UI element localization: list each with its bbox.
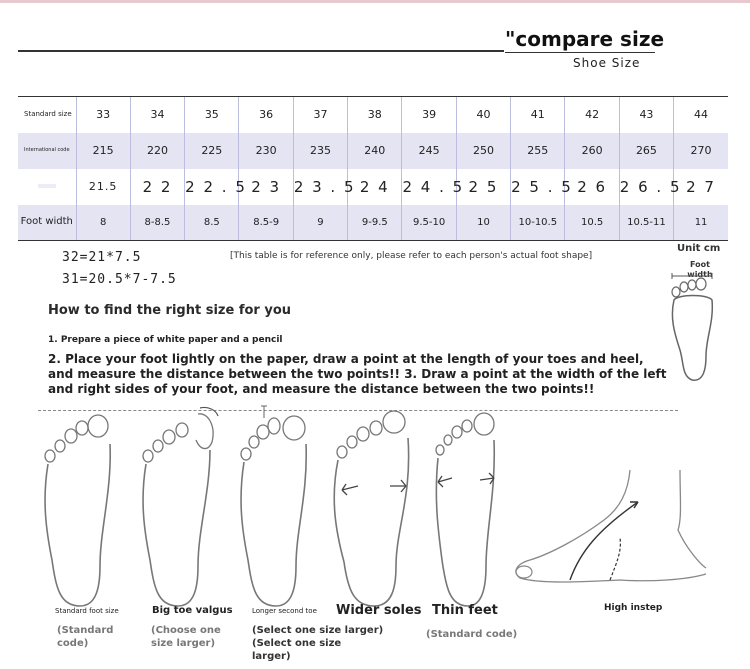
table-cell: 215 <box>76 133 130 169</box>
table-cell: 8.5-9 <box>239 205 293 241</box>
table-cell: 8 <box>76 205 130 241</box>
table-cell: 235 <box>293 133 347 169</box>
table-cell: 2 3 . 5 <box>293 169 347 205</box>
table-cell: 2 4 . 5 <box>402 169 456 205</box>
foot-type-note: (Choose one size larger) <box>151 625 221 649</box>
table-cell: 10.5 <box>565 205 619 241</box>
table-cell: 2 2 <box>130 169 184 205</box>
guide-heading: How to find the right size for you <box>48 303 292 318</box>
foot-standard-illustration <box>38 410 120 610</box>
high-instep-label: High instep <box>604 603 663 613</box>
foot-big-toe-valgus-illustration <box>136 402 228 610</box>
table-cell: 33 <box>76 97 130 133</box>
foot-type-label: Longer second toe <box>252 607 317 615</box>
table-cell: 8-8.5 <box>130 205 184 241</box>
row-header-foot-width: Foot width <box>18 205 76 241</box>
foot-longer-second-toe-illustration <box>236 404 318 610</box>
row-header-standard-size: Standard size <box>18 97 76 133</box>
title-underline <box>505 52 655 53</box>
toe <box>680 282 688 292</box>
reference-note: [This table is for reference only, please refer to each person's actual foot shape] <box>230 251 593 261</box>
table-row <box>18 97 728 133</box>
foot-type-note: (Standard code) <box>426 629 518 640</box>
table-cell: 44 <box>674 97 728 133</box>
table-cell: 240 <box>348 133 402 169</box>
header-rule <box>18 50 504 52</box>
table-cell: 2 2 . 5 <box>185 169 239 205</box>
table-cell: 260 <box>565 133 619 169</box>
table-row <box>18 133 728 169</box>
table-cell: 9.5-10 <box>402 205 456 241</box>
foot-wider-soles-illustration <box>330 410 416 610</box>
table-cell: 2 3 <box>239 169 293 205</box>
table-cell: 11 <box>674 205 728 241</box>
foot-type-label: Wider soles <box>336 603 422 618</box>
foot-high-instep-illustration <box>510 468 710 598</box>
table-cell: 41 <box>511 97 565 133</box>
top-accent-bar <box>0 0 750 3</box>
unit-label: Unit cm <box>677 243 721 254</box>
table-cell: 250 <box>456 133 510 169</box>
toe <box>688 280 696 290</box>
row-header-blank <box>18 169 76 205</box>
table-cell: 265 <box>619 133 673 169</box>
formula-line-2: 31=20.5*7-7.5 <box>62 272 177 287</box>
table-cell: 38 <box>348 97 402 133</box>
sole-outline <box>672 296 712 381</box>
page-title: "compare size <box>505 27 665 51</box>
foot-width-illustration <box>664 272 724 384</box>
page-subtitle: Shoe Size <box>573 56 641 70</box>
table-cell: 37 <box>293 97 347 133</box>
table-cell: 43 <box>619 97 673 133</box>
table-cell: 39 <box>402 97 456 133</box>
table-row <box>18 169 728 205</box>
foot-type-label: Big toe valgus <box>152 605 233 616</box>
table-row <box>18 205 728 241</box>
foot-thin-feet-illustration <box>430 410 506 610</box>
foot-type-note: (Standard code) <box>57 625 114 649</box>
table-cell: 10.5-11 <box>619 205 673 241</box>
foot-type-label: Standard foot size <box>55 607 119 615</box>
table-cell: 2 5 <box>456 169 510 205</box>
table-cell: 225 <box>185 133 239 169</box>
toe <box>672 287 680 297</box>
foot-type-note: (Select one size larger) <box>252 625 384 636</box>
table-cell: 2 6 <box>565 169 619 205</box>
table-cell: 8.5 <box>185 205 239 241</box>
guide-step-2: 2. Place your foot lightly on the paper, draw a point at the length of your toes and heel, and measure the distance between the two points!! 3. Draw a point at the width of the left and right sides of your foot, and measure the distance between the two points!! <box>48 352 667 396</box>
row-header-international-code: International code <box>18 133 76 169</box>
table-cell: 10 <box>456 205 510 241</box>
size-table <box>18 96 728 241</box>
table-cell: 230 <box>239 133 293 169</box>
table-cell: 10-10.5 <box>511 205 565 241</box>
guide-step-1: 1. Prepare a piece of white paper and a pencil <box>48 335 283 345</box>
table-cell: 9 <box>293 205 347 241</box>
table-cell: 255 <box>511 133 565 169</box>
foot-width-label: Foot width <box>687 260 713 279</box>
table-cell: 35 <box>185 97 239 133</box>
table-cell: 245 <box>402 133 456 169</box>
table-cell: 220 <box>130 133 184 169</box>
table-cell: 21.5 <box>76 169 130 205</box>
table-cell: 9-9.5 <box>348 205 402 241</box>
formula-line-1: 32=21*7.5 <box>62 250 142 265</box>
table-cell: 2 6 . 5 <box>619 169 673 205</box>
table-cell: 40 <box>456 97 510 133</box>
table-cell: 34 <box>130 97 184 133</box>
table-cell: 42 <box>565 97 619 133</box>
foot-type-label: Thin feet <box>432 603 498 618</box>
table-cell: 36 <box>239 97 293 133</box>
table-cell: 2 4 <box>348 169 402 205</box>
foot-type-note: (Select one size larger) <box>252 638 342 662</box>
table-cell: 2 7 <box>674 169 728 205</box>
big-toe <box>696 278 706 290</box>
table-cell: 270 <box>674 133 728 169</box>
table-cell: 2 5 . 5 <box>511 169 565 205</box>
blank-header-marker <box>38 184 56 188</box>
